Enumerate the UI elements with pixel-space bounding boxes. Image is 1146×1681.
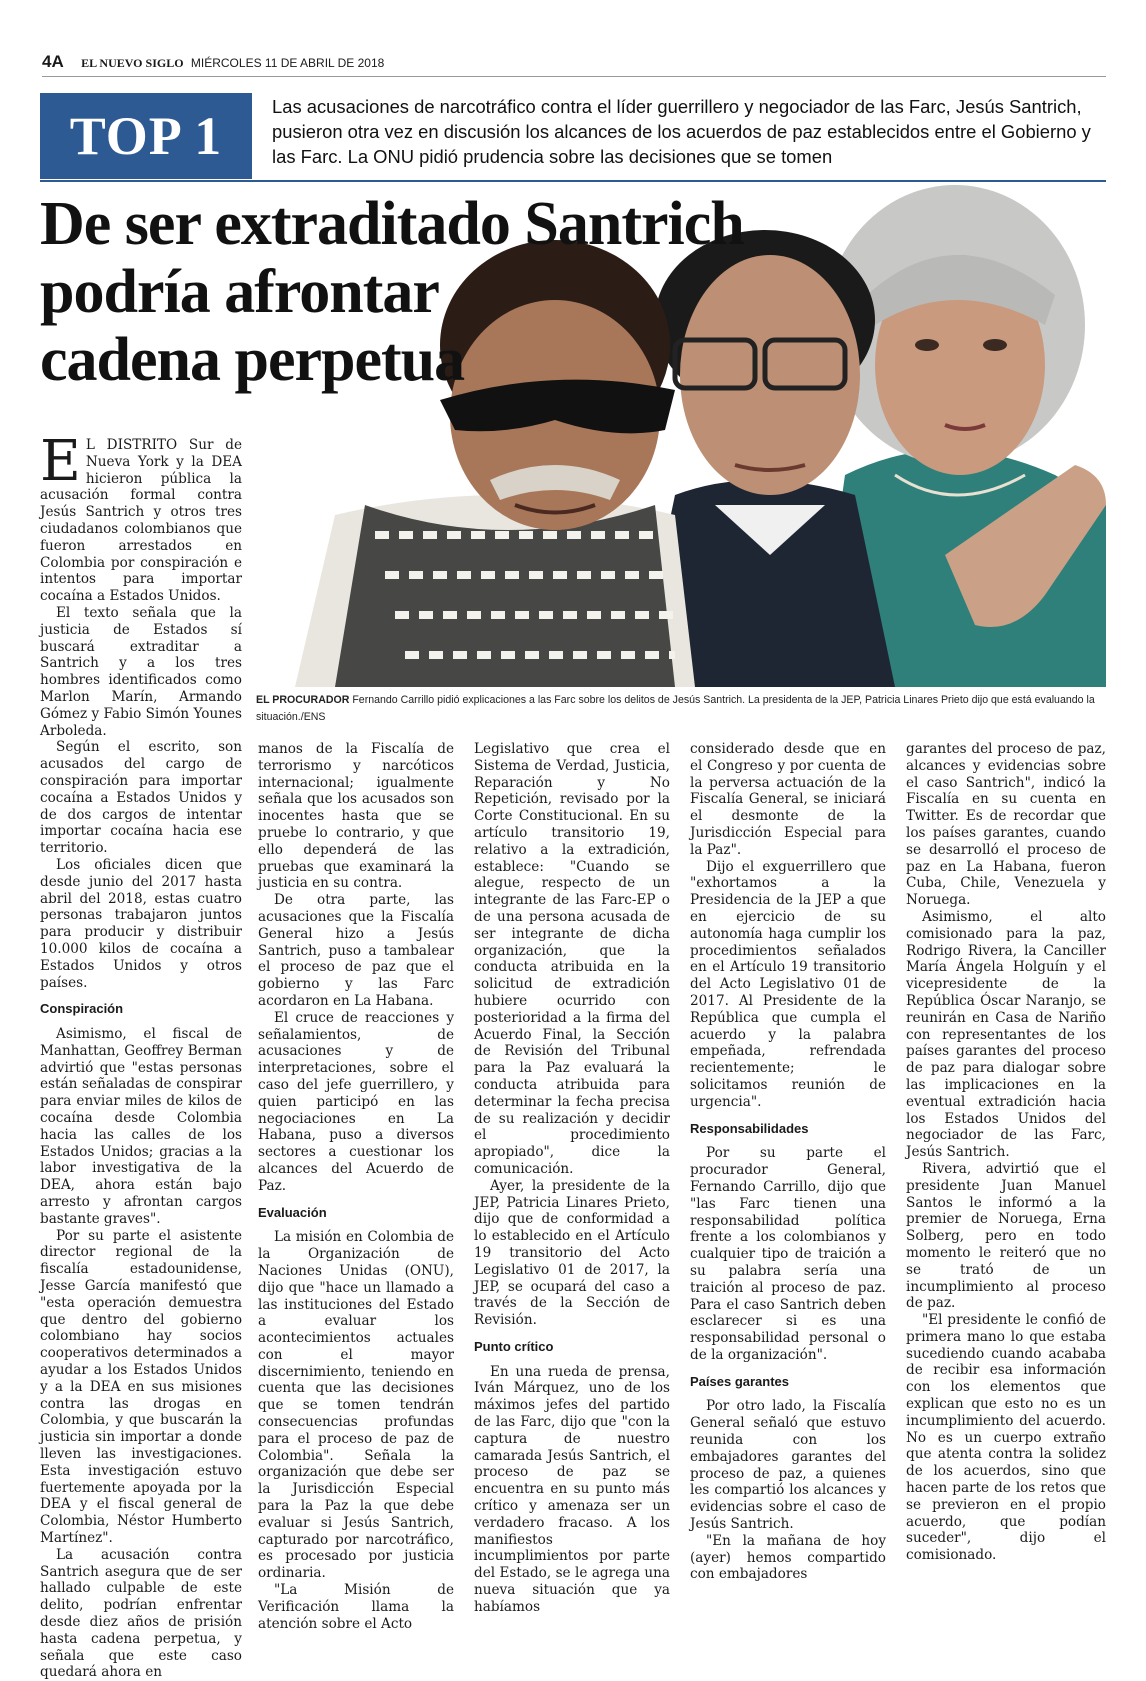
headline: [40, 190, 760, 394]
paragraph: La acusación contra Santrich asegura que de ser hallado culpable de este delito, podrían enfrentar desde diez años de prisión hasta cadena perpetua, y señala que este caso quedará ahora en: [40, 1546, 242, 1681]
article-column-2: [258, 741, 454, 1632]
paragraph: garantes del proceso de paz, alcances y evidencias sobre el caso Santrich", indicó la Fiscalía en su cuenta en Twitter. Es de recordar que los países garantes, cuando se desarrolló el proceso de paz en La Habana, fueron Cuba, Chile, Venezuela y Noruega.: [906, 741, 1106, 909]
paragraph: Asimismo, el alto comisionado para la paz, Rodrigo Rivera, la Canciller María Ángela Holguín y el vicepresidente de la República Óscar Naranjo, se reunirán en Casa de Nariño con representantes de los países garantes del proceso de paz para dialogar sobre las implicaciones en la eventual extradición hacia los Estados Unidos del negociador de las Farc, Jesús Santrich.: [906, 908, 1106, 1161]
drop-cap: E: [40, 429, 81, 494]
headline-line-2: podría afrontar: [40, 258, 439, 326]
deck-text: Las acusaciones de narcotráfico contra el líder guerrillero y negociador de las Farc, Jesús Santrich, pusieron otra vez en discusión los alcances de los acuerdos de paz establecidos entre el Gobierno y las Farc. La ONU pidió prudencia sobre las decisiones que se tomen: [272, 96, 1091, 167]
paragraph: E L DISTRITO Sur de Nueva York y la DEA hicieron pública la acusación formal contra Jesús Santrich y otros tres ciudadanos colombianos que fueron arrestados en Colombia por conspiración e intentos para importar cocaína a Estados Unidos.: [40, 429, 242, 605]
paragraph: Rivera, advirtió que el presidente Juan Manuel Santos le informó a la premier de Noruega, Erna Solberg, pero en todo momento le reiteró que no se trató de un incumplimiento al proceso de paz.: [906, 1160, 1106, 1312]
subhead-punto-critico: Punto crítico: [474, 1338, 554, 1354]
paragraph: Legislativo que crea el Sistema de Verdad, Justicia, Reparación y No Repetición, revisado por la Corte Constitucional. En su artículo transitorio 19, relativo a la extradición, establece: "Cuando se alegue, respecto de un integrante de las Farc-EP o de una persona acusada de ser integrante de dicha organización, que la conducta atribuida en la solicitud de extradición hubiere ocurrido con posterioridad a la firma del Acuerdo Final, la Sección de Revisión del Tribunal para la Paz evaluará la conducta atribuida para determinar la fecha precisa de su realización y decidir el procedimiento apropiado", dice la comunicación.: [474, 741, 670, 1177]
paragraph: El texto señala que la justicia de Estados sí buscará extraditar a Santrich y a los tres hombres identificados como Marlon Marín, Armando Gómez y Fabio Simón Younes Arboleda.: [40, 604, 242, 739]
paragraph: Por su parte el asistente director regional de la fiscalía estadounidense, Jesse García manifestó que "esta operación demuestra que dentro del gobierno colombiano hay socios cooperativos determinados a ayudar a los Estados Unidos y a la DEA en sus misiones contra las drogas en Colombia, y que buscarán la justicia sin importar a donde lleven las investigaciones. Esta investigación estuvo fuertemente apoyada por la DEA y el fiscal general de Colombia, Néstor Humberto Martínez".: [40, 1227, 242, 1546]
subhead-evaluacion: Evaluación: [258, 1204, 327, 1220]
caption-lead: EL PROCURADOR: [256, 694, 350, 706]
headline-line-3: cadena perpetua: [40, 326, 465, 394]
article-column-3: [474, 741, 670, 1616]
paragraph: En una rueda de prensa, Iván Márquez, uno de los máximos jefes del partido de las Farc, dijo que "con la captura de nuestro camarada Jesús Santrich, el proceso de paz se encuentra en su punto más crítico y amenaza ser un verdadero fracaso. A los manifiestos incumplimientos por parte del Estado, se le agrega una nueva situación que ya habíamos: [474, 1363, 670, 1615]
paragraph: "El presidente le confió de primera mano lo que estaba sucediendo cuando acababa de recibir esa información con los elementos que explican que esto no es un incumplimiento del acuerdo. No es un cuerpo extraño que atenta contra la solidez de los acuerdos, sino que hacen parte de los retos que se previeron en el propio acuerdo, que podían suceder", dijo el comisionado.: [906, 1312, 1106, 1564]
page-number: 4A: [42, 52, 64, 71]
subhead-paises-garantes: Países garantes: [690, 1373, 790, 1389]
subhead-conspiracion: Conspiración: [40, 1001, 124, 1017]
paragraph: Asimismo, el fiscal de Manhattan, Geoffrey Berman advirtió que "estas personas están señaladas de conspirar para enviar miles de kilos de cocaína desde Colombia hacia las calles de los Estados Unidos; gracias a la labor investigativa de la DEA, ahora están bajo arresto y afrontan cargos bastante graves".: [40, 1026, 242, 1227]
paragraph: Por otro lado, la Fiscalía General señaló que estuvo reunida con los embajadores garantes del proceso de paz, a quienes les compartió los alcances y evidencias sobre el caso de Jesús Santrich.: [690, 1398, 886, 1533]
paragraph: "La Misión de Verificación llama la atención sobre el Acto: [258, 1582, 454, 1632]
paragraph: considerado desde que en el Congreso y por cuenta de la perversa actuación de la Fiscalía General, se iniciará el desmonte de la Jurisdicción Especial para la Paz".: [690, 741, 886, 858]
article-column-5: [906, 741, 1106, 1564]
paragraph: El cruce de reacciones y señalamientos, de acusaciones y de interpretaciones, sobre el caso del jefe guerrillero, y quien participó en las negociaciones en La Habana, puso a diversos sectores a cuestionar los alcances del Acuerdo de Paz.: [258, 1009, 454, 1194]
paragraph: Los oficiales dicen que desde junio del 2017 hasta abril del 2018, estas cuatro personas trabajaron juntos para producir y distribuir 10.000 kilos de cocaína a Estados Unidos y otros países.: [40, 856, 242, 991]
page-folio: [42, 52, 1106, 78]
newspaper-name: EL NUEVO SIGLO: [81, 56, 184, 70]
article-column-4: [690, 741, 886, 1583]
paragraph: "En la mañana de hoy (ayer) hemos compartido con embajadores: [690, 1532, 886, 1583]
paragraph: La misión en Colombia de la Organización de Naciones Unidas (ONU), dijo que "hace un llamado a las instituciones del Estado a evaluar los acontecimientos actuales con el mayor discernimiento, teniendo en cuenta que las decisiones que se tomen tendrán consecuencias profundas para el proceso de paz de Colombia". Señala la organización que debe ser la Jurisdicción Especial para la Paz la que debe evaluar si Jesús Santrich, capturado por narcotráfico, es procesado por justicia ordinaria.: [258, 1229, 454, 1582]
paragraph: Ayer, la presidente de la JEP, Patricia Linares Prieto, dijo que de conformidad a lo establecido en el Artículo 19 transitorio del Acto Legislativo 01 de 2017, la JEP, se ocupará del caso a través de la Sección de Revisión.: [474, 1177, 670, 1329]
section-label: TOP 1: [40, 93, 252, 179]
folio-rule: [42, 76, 1106, 77]
paragraph: Según el escrito, son acusados del cargo de conspiración para importar cocaína a Estados Unidos y de dos cargos de intentar importar cocaína hacia ese territorio.: [40, 739, 242, 857]
article-column-1: [40, 429, 242, 1681]
paragraph: De otra parte, las acusaciones que la Fiscalía General hizo a Jesús Santrich, puso a tambalear el proceso de paz que el gobierno y las Farc acordaron en La Habana.: [258, 892, 454, 1009]
caption-text: Fernando Carrillo pidió explicaciones a las Farc sobre los delitos de Jesús Santrich. La presidenta de la JEP, Patricia Linares Prieto dijo que está evaluando la situación./ENS: [256, 694, 1095, 723]
paragraph: manos de la Fiscalía de terrorismo y narcóticos internacional; igualmente señala que los acusados son inocentes hasta que se pruebe lo contrario, y que ello dependerá de las pruebas que examinará la justicia en su contra.: [258, 741, 454, 892]
headline-line-1: De ser extraditado Santrich: [40, 190, 744, 258]
paragraph: Por su parte el procurador General, Fernando Carrillo, dijo que "las Farc tienen una responsabilidad política frente a los colombianos y cualquier tipo de traición a su palabra sería una traición al proceso de paz. Para el caso Santrich deben esclarecer si es una responsabilidad personal o de la organización".: [690, 1145, 886, 1363]
paragraph: Dijo el exguerrillero que "exhortamos a la Presidencia de la JEP a que en ejercicio de su autonomía haga cumplir los procedimientos señalados en el Artículo 19 transitorio del Acto Legislativo 01 de 2017. Al Presidente de la República que cumpla el acuerdo y la palabra empeñada, refrendada recientemente; le solicitamos reunión de urgencia".: [690, 858, 886, 1110]
subhead-responsabilidades: Responsabilidades: [690, 1120, 809, 1136]
photo-caption: [256, 692, 1106, 726]
issue-date: MIÉRCOLES 11 DE ABRIL DE 2018: [190, 56, 385, 70]
